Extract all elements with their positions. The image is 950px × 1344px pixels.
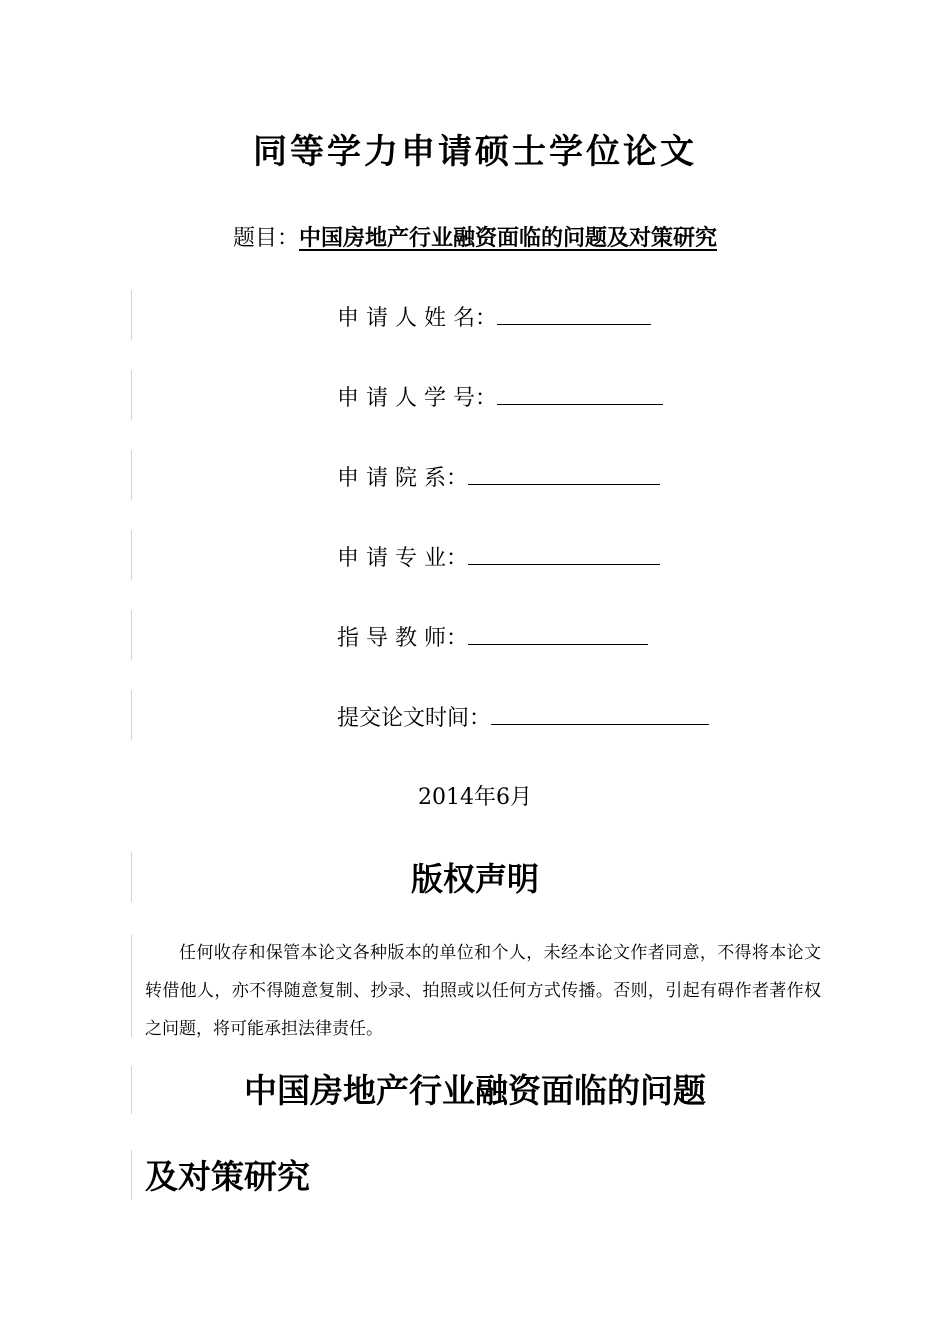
margin-mark bbox=[131, 370, 132, 420]
fill-blank bbox=[491, 702, 709, 725]
margin-mark bbox=[131, 290, 132, 340]
subject-row bbox=[0, 222, 950, 255]
copyright-body: 任何收存和保管本论文各种版本的单位和个人，未经本论文作者同意，不得将本论文转借他人，亦不得随意复制、抄录、拍照或以任何方式传播。否则，引起有碍作者著作权之问题，将可能承担法律责任。 bbox=[145, 943, 821, 1039]
margin-mark bbox=[131, 450, 132, 500]
fill-blank bbox=[497, 382, 663, 405]
fill-blank bbox=[468, 462, 660, 485]
field-submission-time bbox=[337, 702, 709, 735]
margin-mark bbox=[131, 935, 132, 1037]
field-label: 申 请 专 业： bbox=[337, 546, 468, 571]
field-major bbox=[337, 542, 660, 575]
field-applicant-id bbox=[337, 382, 663, 415]
margin-mark bbox=[131, 530, 132, 580]
field-label: 提交论文时间： bbox=[337, 706, 492, 731]
field-label: 申 请 院 系： bbox=[337, 466, 468, 491]
paper-title-line-2: 及对策研究 bbox=[145, 1157, 310, 1196]
margin-mark bbox=[131, 1150, 132, 1200]
field-label: 指 导 教 师： bbox=[337, 626, 468, 651]
field-label: 申 请 人 姓 名： bbox=[337, 306, 497, 331]
field-label: 申 请 人 学 号： bbox=[337, 386, 497, 411]
margin-mark bbox=[131, 690, 132, 740]
document-title: 同等学力申请硕士学位论文 bbox=[253, 132, 697, 172]
fill-blank bbox=[497, 302, 651, 325]
field-applicant-name bbox=[337, 302, 651, 335]
paper-title-line-1: 中国房地产行业融资面临的问题 bbox=[244, 1071, 706, 1110]
subject-prefix: 题目： bbox=[232, 226, 299, 251]
fill-blank bbox=[468, 542, 660, 565]
field-advisor bbox=[337, 622, 648, 655]
copyright-heading: 版权声明 bbox=[410, 860, 539, 898]
margin-mark bbox=[131, 610, 132, 660]
field-department bbox=[337, 462, 660, 495]
fill-blank bbox=[468, 622, 648, 645]
submission-date: 2014年6月 bbox=[418, 785, 532, 810]
subject-text: 中国房地产行业融资面临的问题及对策研究 bbox=[299, 225, 718, 251]
